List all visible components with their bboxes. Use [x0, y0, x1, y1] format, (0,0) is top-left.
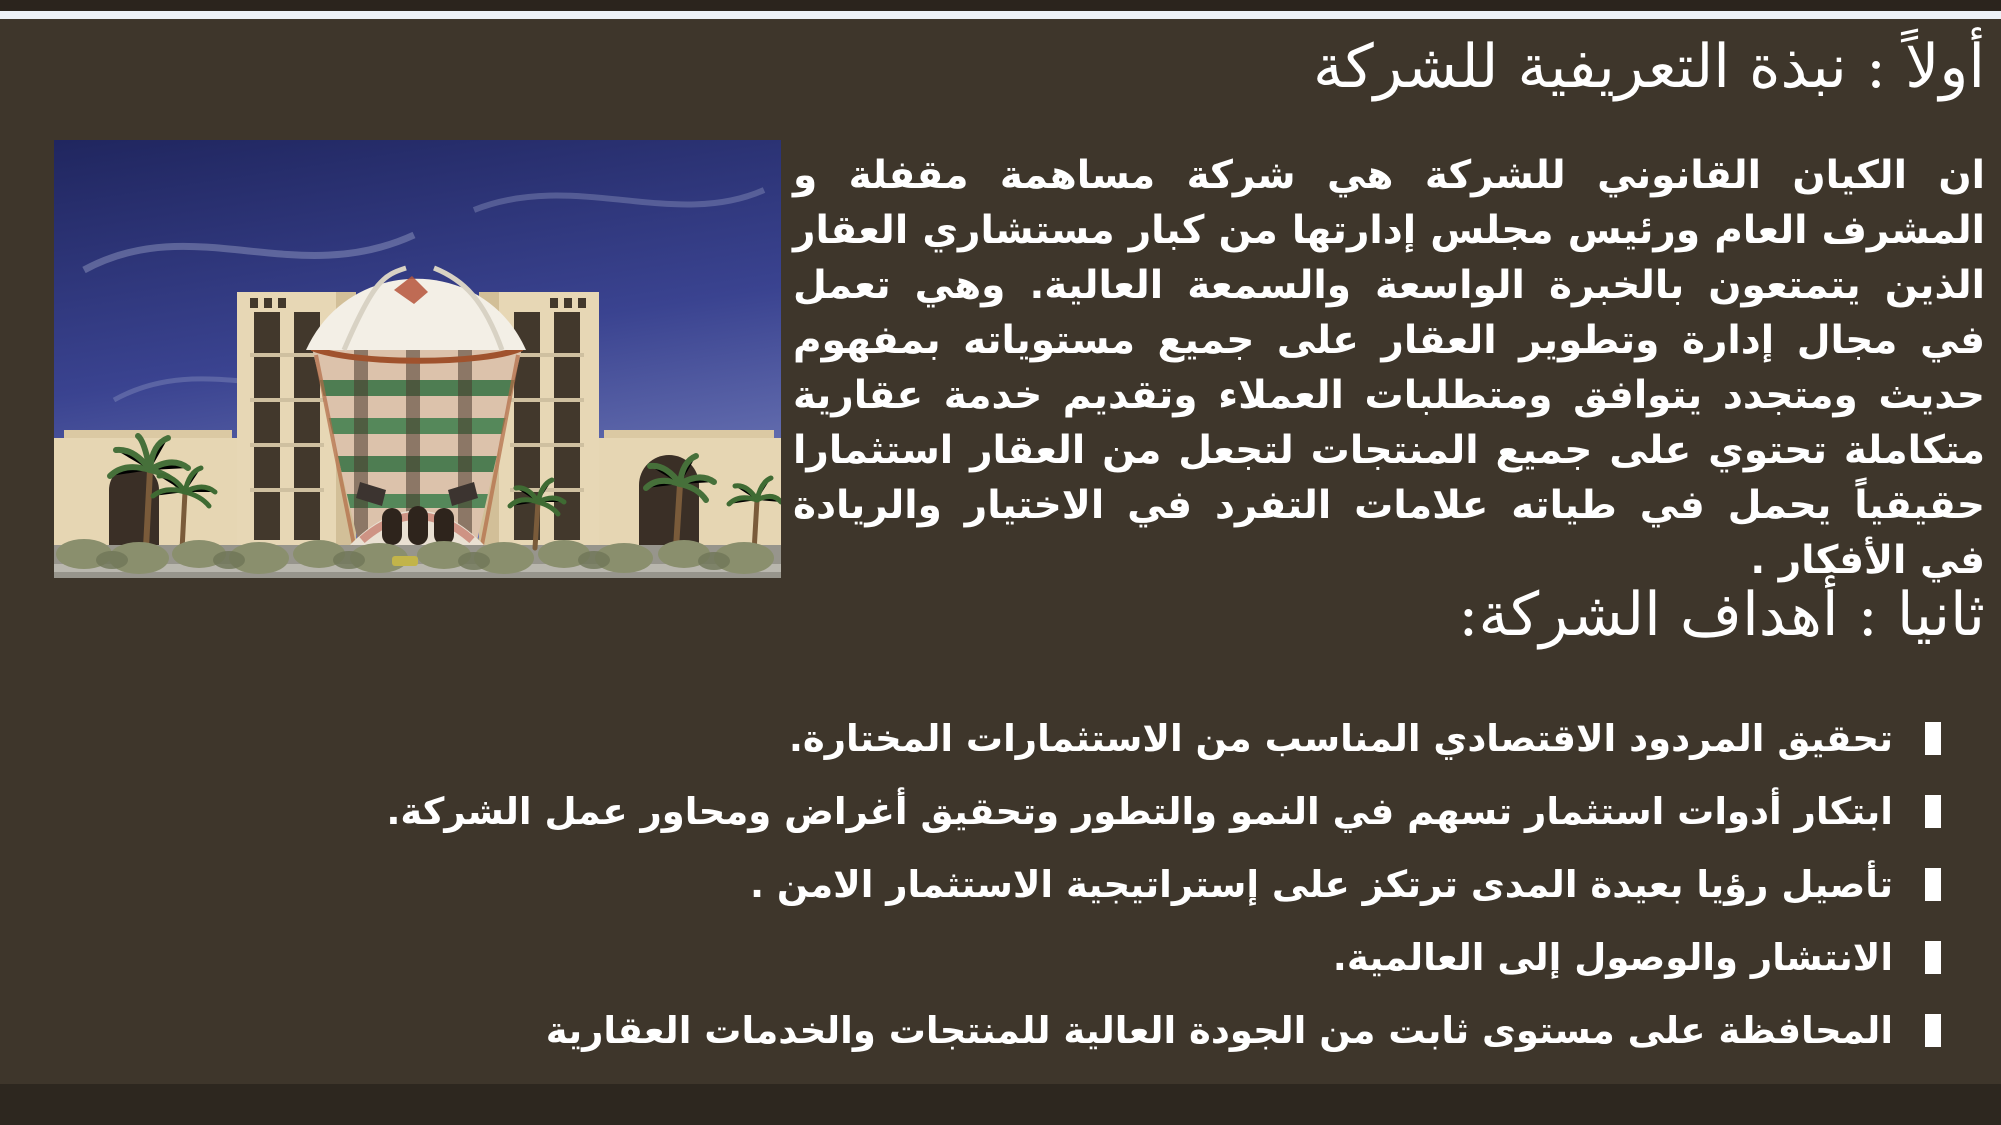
objectives-list — [10, 702, 1941, 1067]
top-window-bar — [0, 0, 2001, 11]
objective-item — [10, 848, 1941, 921]
objective-text: الانتشار والوصول إلى العالمية. — [1332, 936, 1893, 979]
objective-text: تحقيق المردود الاقتصادي المناسب من الاستثمارات المختارة. — [788, 717, 1893, 760]
objective-item — [10, 702, 1941, 775]
objective-item — [10, 775, 1941, 848]
objective-item — [10, 994, 1941, 1067]
bottom-window-bar — [0, 1084, 2001, 1125]
company-intro-paragraph: ان الكيان القانوني للشركة هي شركة مساهمة مقفلة و المشرف العام ورئيس مجلس إدارتها من كبار مستشاري العقار الذين يتمتعون بالخبرة الواسعة والسمعة العالية. وهي تعمل في مجال إدارة وتطوير العقار على جميع مستوياته بمفهوم حديث ومتجدد يتوافق ومتطلبات العملاء وتقديم خدمة عقارية متكاملة تحتوي على جميع المنتجات لتجعل من العقار استثمارا حقيقياً يحمل في طياته علامات التفرد في الاختيار والريادة في الأفكار . — [793, 153, 1985, 583]
square-bullet-icon — [1925, 722, 1941, 755]
objective-text: المحافظة على مستوى ثابت من الجودة العالية للمنتجات والخدمات العقارية — [545, 1009, 1893, 1052]
building-photo — [54, 140, 781, 578]
objective-item — [10, 921, 1941, 994]
section1-heading: أولاً : نبذة التعريفية للشركة — [1312, 32, 1985, 102]
square-bullet-icon — [1925, 795, 1941, 828]
square-bullet-icon — [1925, 941, 1941, 974]
square-bullet-icon — [1925, 1014, 1941, 1047]
building-photo-graphic — [54, 140, 781, 578]
section2-heading: ثانيا : أهداف الشركة: — [1458, 580, 1985, 650]
objective-text: تأصيل رؤيا بعيدة المدى ترتكز على إستراتيجية الاستثمار الامن . — [750, 863, 1893, 906]
square-bullet-icon — [1925, 868, 1941, 901]
top-light-strip — [0, 11, 2001, 19]
objective-text: ابتكار أدوات استثمار تسهم في النمو والتطور وتحقيق أغراض ومحاور عمل الشركة. — [386, 790, 1893, 833]
